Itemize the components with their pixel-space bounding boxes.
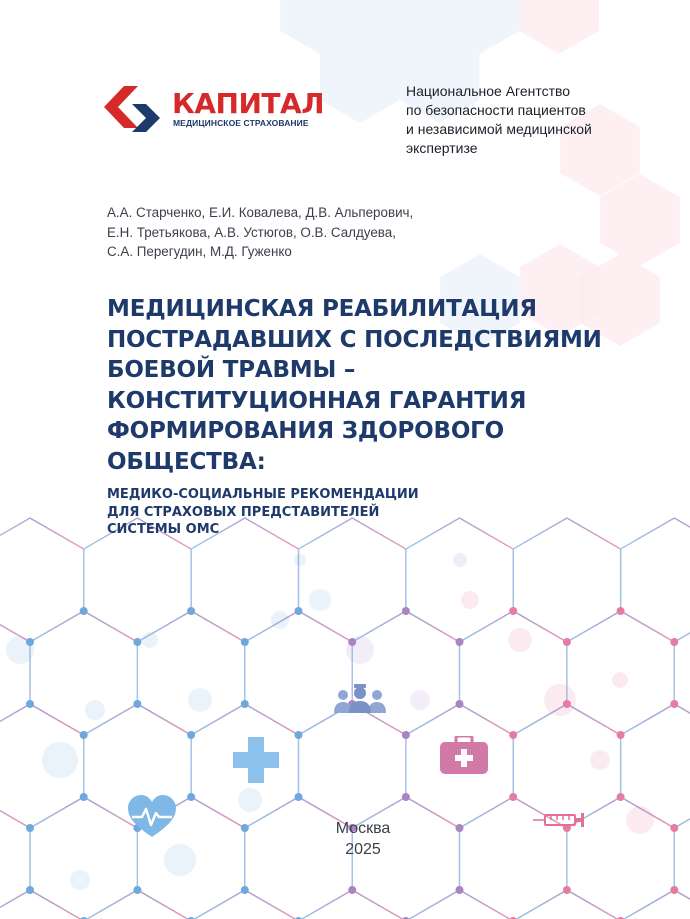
hexagon-cell: [245, 611, 352, 735]
soft-bubble: [70, 870, 90, 890]
soft-bubble: [164, 844, 196, 876]
hexagon-node: [456, 638, 464, 646]
title-line: БОЕВОЙ ТРАВМЫ –: [107, 357, 356, 383]
imprint: [313, 818, 413, 860]
soft-bubble: [590, 750, 610, 770]
document-subtitle: [107, 486, 419, 539]
soft-bubble: [85, 700, 105, 720]
authors-line: Е.Н. Третьякова, А.В. Устюгов, О.В. Салдуева,: [107, 224, 396, 240]
hexagon-node: [187, 731, 195, 739]
hexagon-cell: [352, 611, 459, 735]
heart-pulse-icon: [128, 795, 176, 839]
authors-line: А.А. Старченко, Е.И. Ковалева, Д.В. Альперович,: [107, 205, 414, 220]
title-line: ПОСТРАДАВШИХ С ПОСЛЕДСТВИЯМИ: [107, 326, 602, 353]
logo-subtitle: МЕДИЦИНСКОЕ СТРАХОВАНИЕ: [173, 118, 309, 128]
hexagon-cell: [30, 611, 137, 735]
hexagon-node: [617, 607, 625, 615]
hexagon-node: [563, 886, 571, 894]
hexagon-cell: [299, 890, 406, 919]
title-line: КОНСТИТУЦИОННАЯ ГАРАНТИЯ: [107, 387, 527, 414]
hexagon-node: [348, 638, 356, 646]
soft-bubble: [309, 589, 331, 611]
hexagon-node: [295, 731, 303, 739]
title-line: ОБЩЕСТВА:: [107, 448, 266, 475]
hexagon-node: [80, 731, 88, 739]
hexagon-cell: [0, 797, 30, 919]
hexagon-node: [295, 793, 303, 801]
imprint-year: 2025: [345, 841, 381, 858]
hexagon-node: [617, 731, 625, 739]
hexagon-node: [187, 607, 195, 615]
soft-bubble: [410, 690, 430, 710]
hexagon-cell: [621, 518, 690, 642]
hexagon-node: [402, 793, 410, 801]
agency-line: Национальное Агентство: [406, 83, 571, 99]
hexagon-node: [670, 700, 678, 708]
agency-line: по безопасности пациентов: [406, 102, 586, 118]
hexagon-node: [348, 886, 356, 894]
subtitle-line: ДЛЯ СТРАХОВЫХ ПРЕДСТАВИТЕЛЕЙ: [107, 504, 380, 520]
hexagon-cell: [84, 890, 191, 919]
hexagon-cell: [513, 890, 620, 919]
soft-bubble: [453, 553, 467, 567]
first-aid-kit-icon: [440, 736, 488, 774]
hexagon-node: [241, 824, 249, 832]
hexagon-cell: [0, 518, 84, 642]
hexagon-cell: [299, 704, 406, 828]
hexagon-node: [509, 793, 517, 801]
hexagon-node: [563, 700, 571, 708]
hexagon-node: [241, 886, 249, 894]
kapital-logo-mark-icon: [104, 82, 170, 136]
subtitle-line: МЕДИКО-СОЦИАЛЬНЫЕ РЕКОМЕНДАЦИИ: [107, 487, 419, 502]
hexagon-node: [456, 824, 464, 832]
hexagon-cell: [191, 890, 298, 919]
hexagon-node: [617, 793, 625, 801]
authors-block: [107, 203, 413, 262]
authors-line: С.А. Перегудин, М.Д. Гуженко: [107, 244, 292, 259]
soft-bubble: [42, 742, 78, 778]
soft-bubble: [626, 806, 654, 834]
hexagon-node: [241, 700, 249, 708]
hexagon-cell: [674, 611, 690, 735]
hexagon-node: [563, 638, 571, 646]
medical-cross-icon: [233, 737, 279, 783]
hexagon-node: [26, 638, 34, 646]
hexagon-cell: [406, 890, 513, 919]
hexagon-node: [670, 824, 678, 832]
logo-name: КАПИТАЛ: [172, 87, 324, 120]
hexagon-node: [241, 638, 249, 646]
document-title: [107, 294, 602, 477]
agency-line: экспертизе: [406, 140, 478, 156]
top-hexagon: [519, 0, 599, 54]
soft-bubble: [508, 628, 532, 652]
hexagon-node: [26, 824, 34, 832]
hexagon-node: [456, 886, 464, 894]
imprint-city: Москва: [335, 820, 391, 837]
soft-bubble: [461, 591, 479, 609]
hexagon-node: [26, 700, 34, 708]
hexagon-node: [670, 886, 678, 894]
soft-bubble: [238, 788, 262, 812]
agency-block: [406, 82, 592, 158]
agency-line: и независимой медицинской: [406, 121, 592, 137]
medical-team-icon: [333, 683, 387, 713]
hexagon-node: [402, 607, 410, 615]
hexagon-node: [187, 793, 195, 801]
hexagon-node: [133, 638, 141, 646]
hexagon-node: [26, 886, 34, 894]
syringe-icon: [533, 811, 589, 829]
hexagon-cell: [137, 611, 244, 735]
hexagon-node: [402, 731, 410, 739]
hexagon-node: [670, 638, 678, 646]
hexagon-cell: [674, 797, 690, 919]
hexagon-cell: [0, 611, 30, 735]
hexagon-node: [133, 886, 141, 894]
hexagon-node: [509, 731, 517, 739]
hexagon-cell: [621, 890, 690, 919]
soft-bubble: [294, 554, 306, 566]
hexagon-node: [80, 793, 88, 801]
hexagon-nodes: [0, 607, 690, 919]
hexagon-node: [133, 700, 141, 708]
soft-bubble: [271, 611, 289, 629]
hexagon-node: [80, 607, 88, 615]
subtitle-line: СИСТЕМЫ ОМС: [107, 522, 220, 537]
hexagon-cell: [406, 518, 513, 642]
soft-bubble: [188, 688, 212, 712]
hexagon-node: [295, 607, 303, 615]
hexagon-cell: [513, 518, 620, 642]
soft-bubble: [544, 684, 576, 716]
hexagon-cell: [460, 611, 567, 735]
hexagon-node: [456, 700, 464, 708]
title-line: МЕДИЦИНСКАЯ РЕАБИЛИТАЦИЯ: [107, 296, 537, 322]
hexagon-cell: [0, 890, 84, 919]
hexagon-cell: [30, 797, 137, 919]
hexagon-node: [509, 607, 517, 615]
title-line: ФОРМИРОВАНИЯ ЗДОРОВОГО: [107, 418, 504, 444]
soft-bubble: [612, 672, 628, 688]
